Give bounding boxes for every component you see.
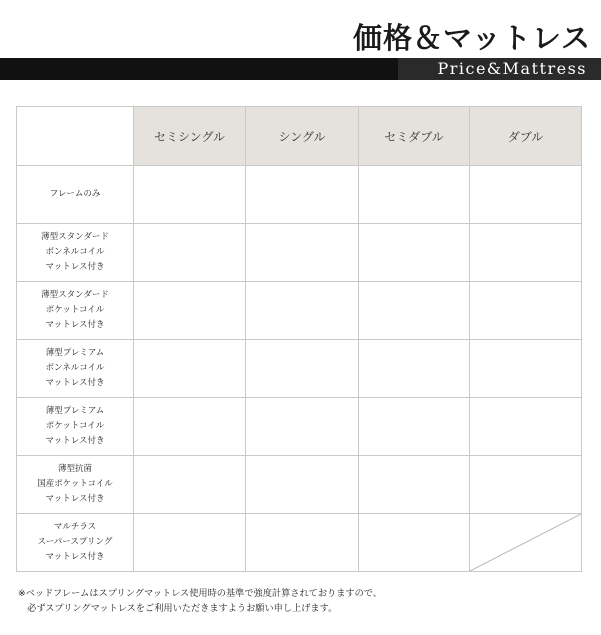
- price-cell: [359, 398, 470, 456]
- price-cell: [359, 166, 470, 224]
- price-cell: [359, 514, 470, 572]
- price-cell: [246, 166, 359, 224]
- price-cell: [359, 282, 470, 340]
- row-header-line: ボンネルコイル: [45, 247, 105, 257]
- row-header: [17, 224, 134, 282]
- price-cell: [246, 456, 359, 514]
- column-header: セミダブル: [359, 107, 470, 166]
- price-cell: [470, 340, 582, 398]
- page-title: 価格＆マットレス: [353, 21, 591, 55]
- page-subtitle: Price&Mattress: [437, 59, 587, 78]
- row-header-line: 薄型プレミアム: [45, 406, 105, 416]
- row-header-line: ポケットコイル: [45, 421, 105, 431]
- row-header-line: ボンネルコイル: [45, 363, 105, 373]
- row-header: [17, 456, 134, 514]
- row-header-line: マットレス付き: [45, 494, 105, 504]
- row-header-line: 薄型抗菌: [57, 464, 92, 474]
- price-cell: [134, 514, 246, 572]
- row-header-line: フレームのみ: [49, 189, 101, 199]
- price-cell: [470, 224, 582, 282]
- column-header: セミシングル: [134, 107, 246, 166]
- table-corner-cell: [17, 107, 134, 166]
- price-cell: [470, 166, 582, 224]
- row-header: [17, 166, 134, 224]
- column-header: ダブル: [470, 107, 582, 166]
- price-cell: [470, 456, 582, 514]
- price-cell: [470, 282, 582, 340]
- price-cell: [134, 282, 246, 340]
- price-cell: [246, 398, 359, 456]
- column-header: シングル: [246, 107, 359, 166]
- row-header: [17, 514, 134, 572]
- table-row: [17, 224, 582, 282]
- row-header: [17, 398, 134, 456]
- row-header: [17, 282, 134, 340]
- row-header-line: ポケットコイル: [45, 305, 105, 315]
- price-table: [16, 106, 582, 572]
- unavailable-slash: [470, 514, 581, 571]
- price-cell: [246, 514, 359, 572]
- price-cell: [134, 398, 246, 456]
- table-row: [17, 282, 582, 340]
- price-cell: [246, 224, 359, 282]
- row-header-line: 薄型プレミアム: [45, 348, 105, 358]
- table-row: [17, 456, 582, 514]
- table-row: [17, 340, 582, 398]
- row-header-line: 国産ポケットコイル: [37, 479, 113, 489]
- row-header: [17, 340, 134, 398]
- title-band: [0, 58, 601, 80]
- row-header-line: マットレス付き: [45, 552, 105, 562]
- price-cell: [359, 340, 470, 398]
- unavailable-cell: [470, 514, 582, 572]
- price-cell: [134, 456, 246, 514]
- price-cell: [246, 340, 359, 398]
- row-header-line: 薄型スタンダード: [41, 232, 109, 242]
- price-cell: [134, 224, 246, 282]
- footnote-line: 必ずスプリングマットレスをご利用いただきますようお願い申し上げます。: [18, 603, 338, 614]
- price-cell: [246, 282, 359, 340]
- table-row: [17, 166, 582, 224]
- table-header-row: [17, 107, 582, 166]
- row-header-line: マットレス付き: [45, 436, 105, 446]
- table-row: [17, 398, 582, 456]
- price-cell: [359, 224, 470, 282]
- footnote-line: ※ベッドフレームはスプリングマットレス使用時の基準で強度計算されておりますので、: [18, 588, 382, 599]
- price-cell: [470, 398, 582, 456]
- row-header-line: マットレス付き: [45, 378, 105, 388]
- row-header-line: 薄型スタンダード: [41, 290, 109, 300]
- row-header-line: マルチラス: [53, 522, 97, 532]
- row-header-line: スーパースプリング: [37, 537, 113, 547]
- row-header-line: マットレス付き: [45, 262, 105, 272]
- table-row: [17, 514, 582, 572]
- price-cell: [134, 340, 246, 398]
- row-header-line: マットレス付き: [45, 320, 105, 330]
- price-cell: [134, 166, 246, 224]
- price-cell: [359, 456, 470, 514]
- footnote: [18, 586, 382, 616]
